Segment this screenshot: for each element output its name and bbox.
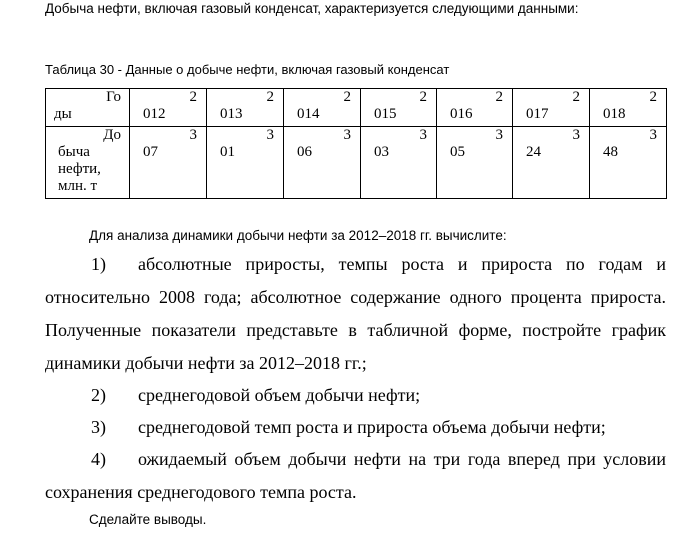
value-top: 3 <box>649 127 657 143</box>
value-top: 3 <box>189 127 197 143</box>
value-top: 3 <box>266 127 274 143</box>
row-label-line: млн. т <box>58 178 98 194</box>
row-label-cell <box>46 127 130 199</box>
task-text: среднегодовой темп роста и прироста объема добычи нефти; <box>138 417 606 437</box>
year-cell <box>130 89 207 127</box>
value-bottom: 06 <box>297 144 312 160</box>
row-label-line: быча <box>58 144 90 160</box>
task-line: сохранения среднегодового темпа роста. <box>45 482 357 502</box>
intro-text: Добыча нефти, включая газовый конденсат, характеризуется следующими данными: <box>45 1 579 16</box>
row-label-top: До <box>103 127 121 143</box>
task-item-1 <box>45 248 666 380</box>
oil-production-table <box>45 88 667 199</box>
year-cell <box>437 89 513 127</box>
year-bottom: 012 <box>143 106 166 122</box>
value-bottom: 05 <box>450 144 465 160</box>
table-row-production <box>46 127 667 199</box>
value-bottom: 24 <box>526 144 541 160</box>
year-cell <box>361 89 437 127</box>
value-cell <box>130 127 207 199</box>
header-label-bottom: ды <box>54 106 72 122</box>
year-top: 2 <box>189 89 197 105</box>
task-item-2 <box>45 379 666 412</box>
task-line: Полученные показатели представьте в табличной форме, постройте график <box>45 320 666 340</box>
value-cell <box>590 127 667 199</box>
value-cell <box>207 127 284 199</box>
task-line <box>45 443 666 476</box>
task-number: 3) <box>91 417 106 437</box>
task-line: динамики добычи нефти за 2012–2018 гг.; <box>45 353 367 373</box>
task-text: среднегодовой объем добычи нефти; <box>138 385 421 405</box>
value-top: 3 <box>495 127 503 143</box>
task-line <box>45 379 666 412</box>
value-top: 3 <box>419 127 427 143</box>
header-label-cell <box>46 89 130 127</box>
value-bottom: 48 <box>603 144 618 160</box>
year-bottom: 013 <box>220 106 243 122</box>
year-cell <box>513 89 590 127</box>
year-top: 2 <box>572 89 580 105</box>
value-cell <box>361 127 437 199</box>
task-number: 4) <box>91 449 106 469</box>
year-bottom: 018 <box>603 106 626 122</box>
year-bottom: 015 <box>374 106 397 122</box>
year-top: 2 <box>419 89 427 105</box>
task-text: абсолютные приросты, темпы роста и прироста по годам и <box>138 254 666 274</box>
value-top: 3 <box>343 127 351 143</box>
year-bottom: 017 <box>526 106 549 122</box>
task-item-3 <box>45 411 666 444</box>
task-line <box>45 411 666 444</box>
year-top: 2 <box>649 89 657 105</box>
task-number: 1) <box>91 254 106 274</box>
header-label-top: Го <box>106 89 121 105</box>
year-top: 2 <box>343 89 351 105</box>
year-top: 2 <box>266 89 274 105</box>
table-row-years <box>46 89 667 127</box>
value-bottom: 03 <box>374 144 389 160</box>
task-lead: Для анализа динамики добычи нефти за 2012–2018 гг. вычислите: <box>89 228 507 243</box>
value-cell <box>284 127 361 199</box>
value-top: 3 <box>572 127 580 143</box>
task-number: 2) <box>91 385 106 405</box>
value-cell <box>513 127 590 199</box>
task-line <box>45 248 666 281</box>
table-caption: Таблица 30 - Данные о добыче нефти, включая газовый конденсат <box>45 62 450 77</box>
task-item-4 <box>45 443 666 509</box>
value-bottom: 01 <box>220 144 235 160</box>
year-bottom: 016 <box>450 106 473 122</box>
task-line: относительно 2008 года; абсолютное содержание одного процента прироста. <box>45 287 666 307</box>
task-text: ожидаемый объем добычи нефти на три года вперед при условии <box>138 449 666 469</box>
year-bottom: 014 <box>297 106 320 122</box>
value-cell <box>437 127 513 199</box>
year-top: 2 <box>495 89 503 105</box>
year-cell <box>590 89 667 127</box>
row-label-line: нефти, <box>58 161 101 177</box>
year-cell <box>284 89 361 127</box>
year-cell <box>207 89 284 127</box>
value-bottom: 07 <box>143 144 158 160</box>
conclusion-text: Сделайте выводы. <box>89 512 207 527</box>
